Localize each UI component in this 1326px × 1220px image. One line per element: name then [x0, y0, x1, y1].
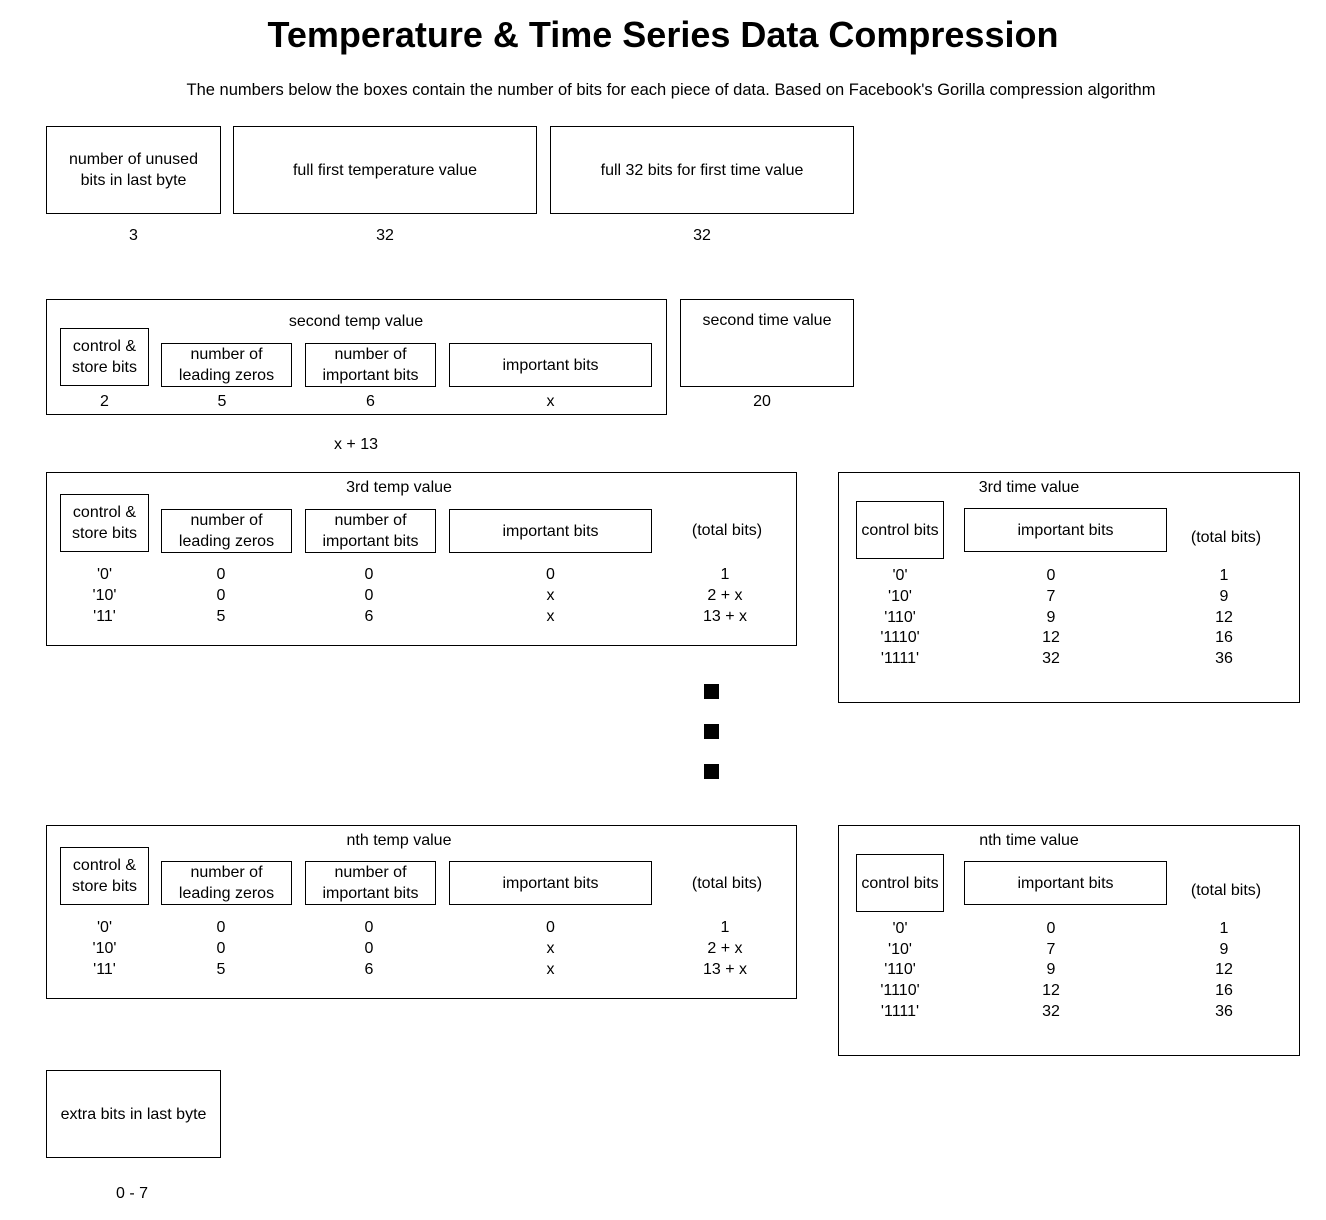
first-time-box — [550, 126, 854, 214]
table-cell: x — [546, 940, 555, 957]
table-cell: 13 + x — [702, 961, 748, 978]
header-label: control bits — [861, 521, 939, 539]
ellipsis-dot — [704, 764, 719, 779]
table-cell: 0 — [1046, 567, 1056, 584]
header-important-bits — [449, 861, 652, 905]
header-label: number of leading zeros — [178, 512, 275, 550]
table-cell: 9 — [1046, 609, 1056, 626]
extra-bits-count: 0 - 7 — [115, 1185, 148, 1202]
field-bits: 5 — [217, 393, 227, 410]
third-temp-title: 3rd temp value — [346, 479, 452, 496]
ellipsis-dot — [704, 684, 719, 699]
table-cell: 36 — [1215, 1003, 1233, 1020]
table-cell: x — [546, 608, 555, 625]
table-cell: '110' — [884, 609, 916, 626]
second-temp-leading-zeros-field — [161, 343, 292, 387]
field-bits: 6 — [366, 393, 375, 410]
field-label: number of important bits — [322, 346, 419, 384]
table-cell: 7 — [1046, 588, 1056, 605]
table-cell: 0 — [364, 566, 374, 583]
table-cell: x — [546, 587, 555, 604]
table-cell: 0 — [364, 919, 374, 936]
field-bits: 2 — [100, 393, 109, 410]
table-cell: 2 + x — [707, 940, 743, 957]
table-cell: 13 + x — [702, 608, 748, 625]
table-cell: '11' — [93, 961, 116, 978]
table-cell: 9 — [1219, 941, 1229, 958]
second-time-bits: 20 — [753, 393, 771, 410]
header-control — [60, 847, 149, 905]
header-label: important bits — [502, 874, 599, 892]
header-control-bits — [856, 501, 944, 559]
table-cell: '10' — [888, 588, 912, 605]
third-time-title: 3rd time value — [978, 479, 1080, 496]
table-cell: 0 — [546, 566, 555, 583]
table-cell: 12 — [1215, 961, 1233, 978]
header-label: control bits — [861, 874, 939, 892]
table-cell: 0 — [1046, 920, 1056, 937]
table-cell: 32 — [1042, 650, 1060, 667]
header-important-bits — [964, 508, 1167, 552]
first-temp-label: full first temperature value — [292, 161, 478, 179]
header-important-count — [305, 861, 436, 905]
header-label: control & store bits — [72, 857, 137, 895]
header-total: (total bits) — [691, 875, 763, 892]
header-total: (total bits) — [691, 522, 763, 539]
table-cell: 16 — [1215, 982, 1233, 999]
first-temp-box — [233, 126, 537, 214]
table-cell: 0 — [216, 940, 226, 957]
table-cell: '1111' — [880, 650, 920, 667]
table-cell: '0' — [96, 919, 112, 936]
table-cell: '10' — [92, 940, 117, 957]
table-cell: '0' — [892, 567, 908, 584]
header-control — [60, 494, 149, 552]
table-cell: '1111' — [880, 1003, 920, 1020]
table-cell: 9 — [1219, 588, 1229, 605]
table-cell: 5 — [216, 608, 226, 625]
second-time-label: second time value — [702, 312, 832, 329]
page-title: Temperature & Time Series Data Compression — [267, 14, 1059, 55]
second-time-box — [680, 299, 854, 387]
table-cell: '1110' — [880, 629, 920, 646]
table-cell: 0 — [216, 566, 226, 583]
table-cell: 0 — [364, 587, 374, 604]
header-leading-zeros — [161, 509, 292, 553]
header-important-bits — [964, 861, 1167, 905]
table-cell: 36 — [1215, 650, 1233, 667]
table-cell: 0 — [216, 587, 226, 604]
table-cell: '0' — [96, 566, 112, 583]
header-label: number of leading zeros — [178, 864, 275, 902]
table-cell: 0 — [216, 919, 226, 936]
table-cell: 0 — [546, 919, 555, 936]
nth-temp-title: nth temp value — [346, 832, 452, 849]
header-label: important bits — [1017, 874, 1114, 892]
table-cell: 2 + x — [707, 587, 743, 604]
header-leading-zeros — [161, 861, 292, 905]
table-cell: 5 — [216, 961, 226, 978]
field-label: number of leading zeros — [178, 346, 275, 384]
table-cell: '0' — [892, 920, 908, 937]
table-cell: 32 — [1042, 1003, 1060, 1020]
table-cell: 1 — [720, 919, 730, 936]
header-label: number of important bits — [322, 512, 419, 550]
header-total: (total bits) — [1190, 529, 1262, 546]
table-cell: 0 — [364, 940, 374, 957]
header-control-bits — [856, 854, 944, 912]
table-cell: '10' — [92, 587, 117, 604]
table-cell: 12 — [1042, 629, 1060, 646]
table-cell: '110' — [884, 961, 916, 978]
header-important-bits — [449, 509, 652, 553]
table-cell: 1 — [1219, 567, 1229, 584]
table-cell: 9 — [1046, 961, 1056, 978]
header-label: number of important bits — [322, 864, 419, 902]
unused-bits-label: number of unused bits in last byte — [69, 151, 198, 189]
unused-bits-box — [46, 126, 221, 214]
field-label: important bits — [502, 356, 599, 374]
second-temp-important-bits-field — [449, 343, 652, 387]
extra-bits-label: extra bits in last byte — [60, 1105, 207, 1123]
second-temp-control-field — [60, 328, 149, 386]
table-cell: 7 — [1046, 941, 1056, 958]
field-label: control & store bits — [72, 338, 137, 376]
table-cell: 12 — [1042, 982, 1060, 999]
first-temp-bits: 32 — [376, 227, 394, 244]
header-total: (total bits) — [1190, 882, 1262, 899]
table-cell: '1110' — [880, 982, 920, 999]
table-cell: '11' — [93, 608, 116, 625]
page-subtitle: The numbers below the boxes contain the number of bits for each piece of data. Based on Facebook's Gorilla compression algorithm — [186, 81, 1156, 99]
ellipsis-dot — [704, 724, 719, 739]
header-important-count — [305, 509, 436, 553]
table-cell: x — [546, 961, 555, 978]
header-label: control & store bits — [72, 504, 137, 542]
table-cell: 6 — [364, 608, 374, 625]
table-cell: 16 — [1215, 629, 1233, 646]
second-temp-total: x + 13 — [333, 436, 379, 453]
second-temp-title: second temp value — [288, 313, 424, 330]
extra-bits-box — [46, 1070, 221, 1158]
header-label: important bits — [1017, 521, 1114, 539]
table-cell: '10' — [888, 941, 912, 958]
table-cell: 12 — [1215, 609, 1233, 626]
nth-time-title: nth time value — [979, 832, 1079, 849]
first-time-label: full 32 bits for first time value — [600, 161, 804, 179]
unused-bits-count: 3 — [129, 227, 138, 244]
header-label: important bits — [502, 522, 599, 540]
table-cell: 6 — [364, 961, 374, 978]
table-cell: 1 — [1219, 920, 1229, 937]
field-bits: x — [546, 393, 555, 410]
second-temp-important-count-field — [305, 343, 436, 387]
first-time-bits: 32 — [693, 227, 711, 244]
table-cell: 1 — [720, 566, 730, 583]
